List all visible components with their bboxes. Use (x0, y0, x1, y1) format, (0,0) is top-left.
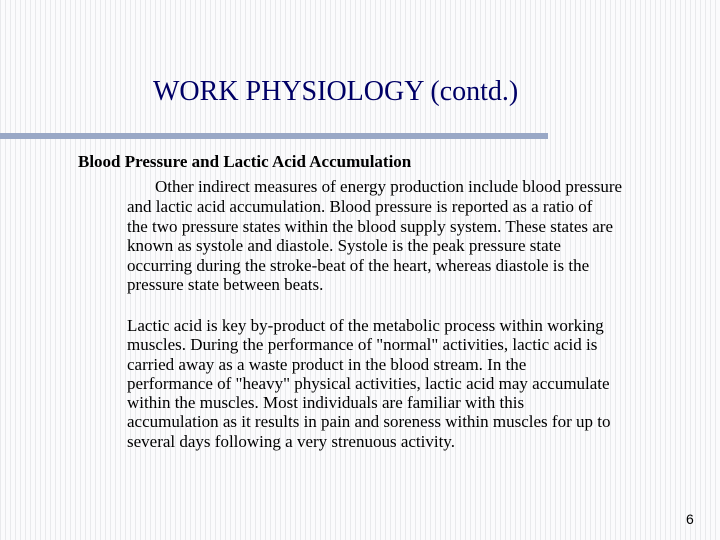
section-heading: Blood Pressure and Lactic Acid Accumulation (78, 152, 412, 171)
page-number: 6 (686, 511, 694, 527)
paragraph-blood-pressure-first-line: Other indirect measures of energy production include blood pressure (155, 177, 623, 196)
paragraph-blood-pressure: and lactic acid accumulation. Blood pressure is reported as a ratio of the two pressure states within the blood supply system. These states are known as systole and diastole. Systole is the peak pressure state occurring during the stroke-beat of the heart, whereas diastole is the pressure state between beats. (127, 197, 613, 294)
paragraph-lactic-acid: Lactic acid is key by-product of the metabolic process within working muscles. During the performance of "normal" activities, lactic acid is carried away as a waste product in the blood stream. In the performance of "heavy" physical activities, lactic acid may accumulate within the muscles. Most individuals are familiar with this accumulation as it results in pain and soreness within muscles for up to several days following a very strenuous activity. (127, 316, 611, 451)
title-divider (0, 133, 548, 139)
slide-title: WORK PHYSIOLOGY (contd.) (153, 76, 519, 107)
